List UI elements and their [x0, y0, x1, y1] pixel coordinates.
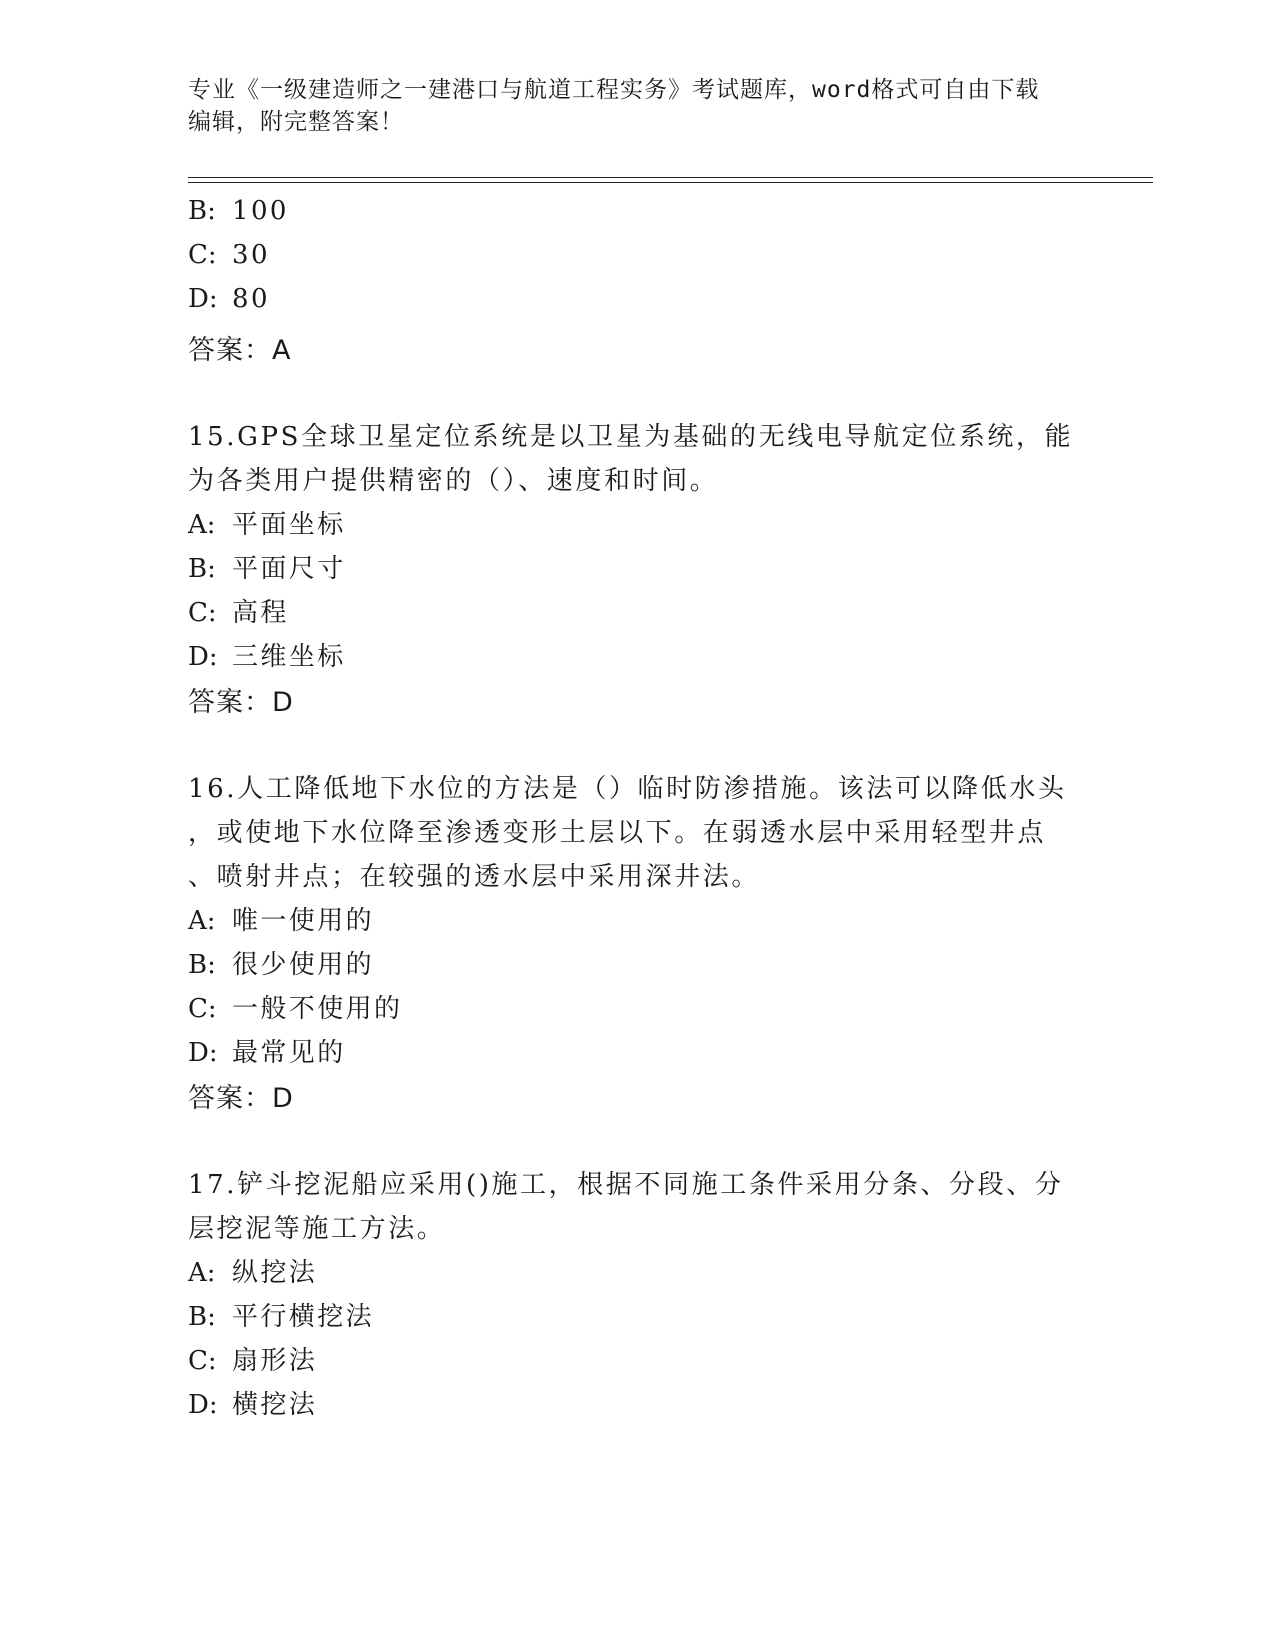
option-key: B:	[188, 554, 216, 584]
option-text: 高程	[232, 598, 289, 628]
option-key: B:	[188, 1302, 216, 1332]
q15-text-line-1: 15.GPS全球卫星定位系统是以卫星为基础的无线电导航定位系统，能	[188, 422, 1074, 452]
option-key: B:	[188, 196, 216, 226]
q14-answer: 答案：A	[188, 335, 292, 366]
q17-text-line-2: 层挖泥等施工方法。	[188, 1214, 446, 1244]
header-divider-top	[188, 177, 1153, 178]
option-text: 平行横挖法	[232, 1302, 375, 1332]
q15-option-a	[188, 504, 346, 541]
option-key: C:	[188, 598, 217, 628]
q17-option-b	[188, 1296, 374, 1333]
q16-option-b	[188, 944, 374, 981]
q17-option-a	[188, 1252, 317, 1289]
q16-text-line-1: 16.人工降低地下水位的方法是（）临时防渗措施。该法可以降低水头	[188, 774, 1067, 804]
option-key: D:	[188, 284, 218, 314]
option-key: D:	[188, 1390, 218, 1420]
q16-answer: 答案：D	[188, 1083, 294, 1114]
option-text: 一般不使用的	[232, 994, 403, 1024]
q16-option-d	[188, 1032, 346, 1069]
q15-option-d	[188, 636, 346, 673]
option-text: 扇形法	[232, 1346, 318, 1376]
option-key: B:	[188, 950, 216, 980]
option-text: 很少使用的	[232, 950, 375, 980]
q14-option-d	[188, 284, 270, 314]
option-key: A:	[188, 906, 216, 936]
q15-text-line-2: 为各类用户提供精密的（）、速度和时间。	[188, 466, 719, 496]
option-key: A:	[188, 1258, 216, 1288]
option-text: 30	[232, 240, 270, 270]
option-text: 横挖法	[232, 1390, 318, 1420]
option-key: A:	[188, 510, 216, 540]
header-line-1: 专业《一级建造师之一建港口与航道工程实务》考试题库，word格式可自由下载	[188, 77, 1040, 103]
q16-option-c	[188, 988, 402, 1025]
option-key: C:	[188, 994, 217, 1024]
q17-option-c	[188, 1340, 317, 1377]
header-line-2: 编辑，附完整答案！	[188, 109, 404, 135]
q16-text-line-3: 、喷射井点；在较强的透水层中采用深井法。	[188, 862, 761, 892]
option-text: 唯一使用的	[232, 906, 375, 936]
q16-option-a	[188, 900, 374, 937]
q17-text-line-1: 17.铲斗挖泥船应采用()施工，根据不同施工条件采用分条、分段、分	[188, 1170, 1064, 1200]
header-divider-bottom	[188, 182, 1153, 183]
option-text: 三维坐标	[232, 642, 346, 672]
option-key: C:	[188, 240, 217, 270]
q15-answer: 答案：D	[188, 687, 294, 718]
q15-option-b	[188, 548, 346, 585]
document-header	[188, 74, 1088, 138]
option-text: 平面尺寸	[232, 554, 346, 584]
option-text: 纵挖法	[232, 1258, 318, 1288]
option-text: 最常见的	[232, 1038, 346, 1068]
q15-option-c	[188, 592, 289, 629]
option-text: 100	[232, 196, 289, 226]
q14-option-c	[188, 240, 270, 270]
q16-text-line-2: ，或使地下水位降至渗透变形土层以下。在弱透水层中采用轻型井点	[188, 818, 1047, 848]
q17-option-d	[188, 1384, 317, 1421]
option-key: D:	[188, 642, 218, 672]
option-text: 80	[232, 284, 270, 314]
option-key: D:	[188, 1038, 218, 1068]
option-text: 平面坐标	[232, 510, 346, 540]
option-key: C:	[188, 1346, 217, 1376]
q14-option-b	[188, 196, 289, 226]
